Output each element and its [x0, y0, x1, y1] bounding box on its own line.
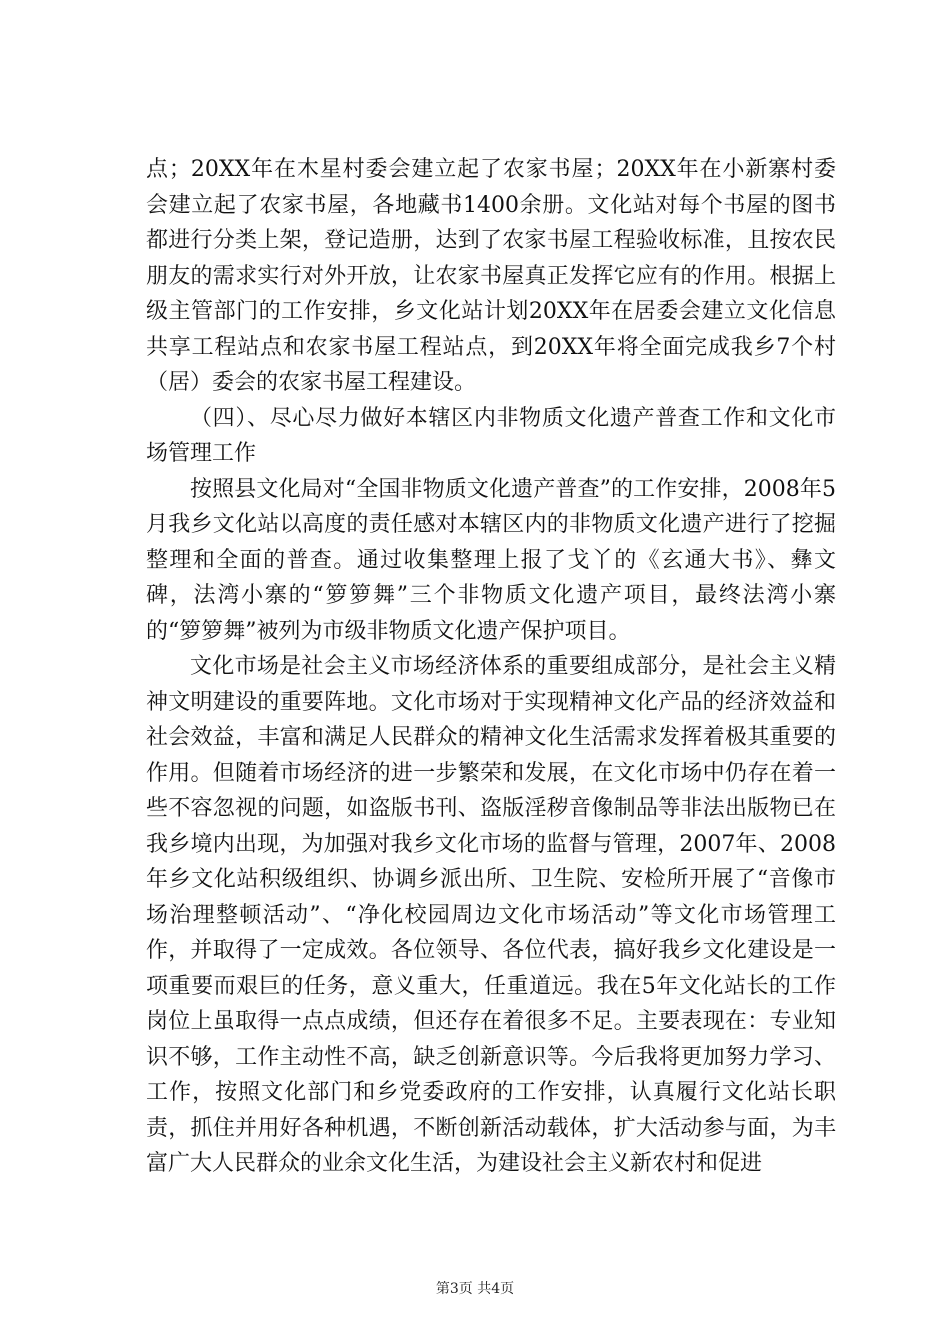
- page-number-footer: 第3页 共4页: [435, 1281, 515, 1297]
- paragraph-heritage-survey: 按照县文化局对“全国非物质文化遗产普查”的工作安排，2008年5月我乡文化站以高度的责任感对本辖区内的非物质文化遗产进行了挖掘整理和全面的普查。通过收集整理上报了戈丫的《玄通大书》、彝文碑，法湾小寨的“箩箩舞”三个非物质文化遗产项目，最终法湾小寨的“箩箩舞”被列为市级非物质文化遗产保护项目。: [146, 476, 836, 644]
- paragraph-culture-market: 文化市场是社会主义市场经济体系的重要组成部分，是社会主义精神文明建设的重要阵地。文化市场对于实现精神文化产品的经济效益和社会效益，丰富和满足人民群众的精神文化生活需求发挥着极其重要的作用。但随着市场经济的进一步繁荣和发展，在文化市场中仍存在着一些不容忽视的问题，如盗版书刊、盗版淫秽音像制品等非法出版物已在我乡境内出现，为加强对我乡文化市场的监督与管理，2007年、2008年乡文化站积级组织、协调乡派出所、卫生院、安检所开展了“音像市场治理整顿活动”、“净化校园周边文化市场活动”等文化市场管理工作，并取得了一定成效。各位领导、各位代表，搞好我乡文化建设是一项重要而艰巨的任务，意义重大，任重道远。我在5年文化站长的工作岗位上虽取得一点点成绩，但还存在着很多不足。主要表现在：专业知识不够，工作主动性不高，缺乏创新意识等。今后我将更加努力学习、工作，按照文化部门和乡党委政府的工作安排，认真履行文化站长职责，抓住并用好各种机遇，不断创新活动载体，扩大活动参与面，为丰富广大人民群众的业余文化生活，为建设社会主义新农村和促进: [146, 654, 836, 1176]
- paragraph-library-construction: 点；20XX年在木星村委会建立起了农家书屋；20XX年在小新寨村委会建立起了农家书屋，各地藏书1400余册。文化站对每个书屋的图书都进行分类上架，登记造册，达到了农家书屋工程验收标准，且按农民朋友的需求实行对外开放，让农家书屋真正发挥它应有的作用。根据上级主管部门的工作安排，乡文化站计划20XX年在居委会建立文化信息共享工程站点和农家书屋工程站点，到20XX年将全面完成我乡7个村（居）委会的农家书屋工程建设。: [146, 157, 836, 395]
- section-heading-heritage-market: （四）、尽心尽力做好本辖区内非物质文化遗产普查工作和文化市场管理工作: [146, 405, 836, 466]
- document-body: [146, 152, 836, 1182]
